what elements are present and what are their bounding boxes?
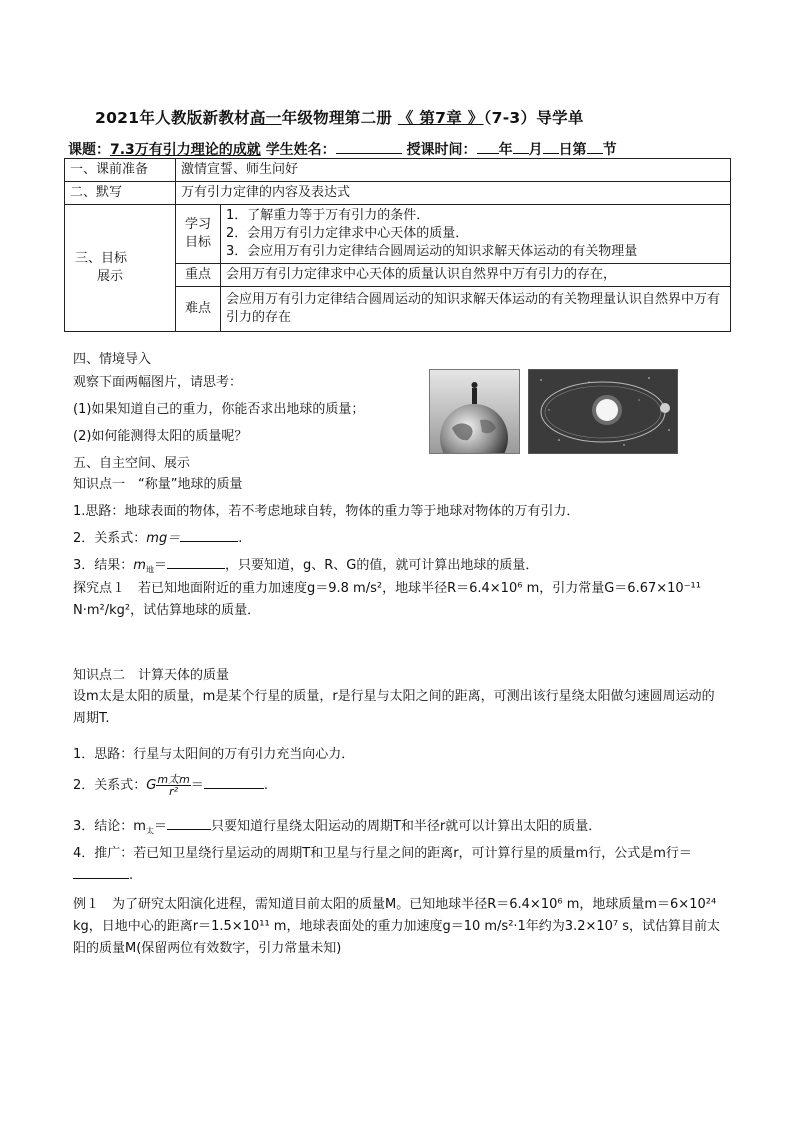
day-label: 日第 [558, 142, 587, 158]
title-part-c: （7-3）导学单 [483, 109, 584, 127]
question: (2)如何能测得太阳的质量呢？ [73, 429, 248, 444]
goal-item: 2．会用万有引力定律求中心天体的质量． [226, 226, 469, 241]
answer-blank[interactable] [180, 529, 238, 542]
row-value: 万有引力定律的内容及表达式 [176, 182, 731, 205]
title-grade: 高一 [249, 109, 282, 127]
paragraph: 观察下面两幅图片，请思考： [73, 375, 243, 390]
period-label: 节 [602, 142, 617, 158]
extension-text: 4．推广：若已知卫星绕行星运动的周期T和卫星与行星之间的距离r，可计算行星的质量m行，公式是m行＝ [73, 846, 692, 861]
result-text: ，只要知道，g、R、G的值，就可计算出地球的质量． [224, 558, 539, 573]
gravitational-constant-symbol: G [146, 778, 157, 793]
mass-subscript: 地 [145, 565, 154, 575]
fraction-denominator: r² [169, 785, 179, 798]
paragraph [73, 815, 601, 837]
title-part-b: 年级物理第二册 [281, 109, 393, 127]
class-time-label: 授课时间： [406, 142, 477, 158]
topic-value: 7.3万有引力理论的成就 [110, 142, 261, 158]
goal-item: 3．会应用万有引力定律结合圆周运动的知识求解天体运动的有关物理量 [226, 244, 638, 259]
section-heading: 四、情境导入 [73, 352, 152, 367]
paragraph: 1.思路：地球表面的物体，若不考虑地球自转，物体的重力等于地球对物体的万有引力． [73, 504, 580, 519]
goals-label-line1: 三、目标 [75, 251, 128, 266]
row-label: 二、默写 [65, 182, 176, 205]
row-value: 激情宣誓、师生问好 [176, 159, 731, 182]
student-name-label: 学生姓名： [265, 142, 336, 158]
answer-blank[interactable] [73, 866, 129, 879]
relation-label: 2．关系式： [73, 531, 147, 546]
paragraph: 2．关系式：G $\frac{\text{m太m}}{\text{r²}}$ ＝ . [73, 773, 268, 798]
formula-fraction [156, 774, 190, 797]
question: (1)如果知道自己的重力，你能否求出地球的质量； [73, 402, 365, 417]
answer-blank[interactable] [167, 817, 211, 830]
learning-goals-label-line2: 目标 [184, 235, 211, 250]
answer-blank[interactable] [167, 556, 225, 569]
relation-label: 2．关系式： [73, 778, 147, 793]
equals-sign: ＝ [153, 558, 167, 573]
table-row [65, 182, 731, 205]
example-problem: 例１ 为了研究太阳演化进程，需知道目前太阳的质量M。已知地球半径R＝6.4×10⁶ m，地球质量m＝6×10²⁴ kg，日地中心的距离r＝1.5×10¹¹ m，地球表面处的重力加速度g＝10 m/s²·1年约为3.2×10⁷ s，试估算目前太阳的质量M(保留两位有效数字，引力常量未知) [73, 897, 721, 956]
knowledge-point-title: 知识点一 “称量”地球的质量 [73, 477, 243, 492]
paragraph: 设m太是太阳的质量，m是某个行星的质量，r是行星与太阳之间的距离，可测出该行星绕太阳做匀速圆周运动的周期T. [73, 689, 715, 726]
table-row [65, 205, 731, 264]
mass-symbol: m [133, 558, 146, 573]
table-row [65, 159, 731, 182]
probe-question: 探究点１ 若已知地面附近的重力加速度g＝9.8 m/s²，地球半径R＝6.4×10⁶ m，引力常量G＝6.67×10⁻¹¹ N·m²/kg²，试估算地球的质量． [73, 581, 701, 618]
year-label: 年 [498, 142, 513, 158]
key-point-value: 会用万有引力定律求中心天体的质量认识自然界中万有引力的存在， [221, 264, 731, 287]
conclusion-label: 3．结论：m [73, 819, 146, 834]
month-label: 月 [528, 142, 543, 158]
relation-expression: mg＝ [146, 531, 181, 546]
result-label: 3．结果： [73, 558, 134, 573]
goals-label-line2: 展示 [97, 269, 124, 284]
month-blank[interactable] [513, 141, 529, 154]
title-chapter: 《 第7章 》 [397, 109, 484, 127]
paragraph: 4．推广：若已知卫星绕行星运动的周期T和卫星与行星之间的距离r，可计算行星的质量m行，公式是m行＝. [73, 846, 692, 883]
learning-goals-list [221, 205, 731, 264]
title-part-a: 2021年人教版新教材 [95, 109, 250, 127]
paragraph: 1．思路：行星与太阳间的万有引力充当向心力． [73, 747, 355, 762]
man-on-globe-image [429, 369, 520, 454]
knowledge-point-title: 知识点二 计算天体的质量 [73, 668, 230, 683]
key-point-label: 重点 [176, 264, 221, 287]
goals-section-label [65, 205, 176, 332]
student-name-blank[interactable] [336, 141, 402, 154]
answer-blank[interactable] [204, 776, 264, 789]
period-blank[interactable] [587, 141, 603, 154]
mass-subscript: 太 [145, 826, 154, 836]
learning-goals-label [176, 205, 221, 264]
row-label: 一、课前准备 [65, 159, 176, 182]
difficulty-value: 会应用万有引力定律结合圆周运动的知识求解天体运动的有关物理量认识自然界中万有引力的存在 [221, 287, 731, 332]
page-title [95, 106, 584, 128]
topic-label: 课题： [68, 142, 110, 158]
equals-sign: ＝ [190, 778, 204, 793]
goal-item: 1．了解重力等于万有引力的条件． [226, 208, 430, 223]
lesson-info-line [68, 139, 617, 159]
sun-earth-orbit-image [528, 369, 678, 454]
equals-sign: ＝ [153, 819, 167, 834]
section-heading: 五、自主空间、展示 [73, 456, 191, 471]
difficulty-label: 难点 [176, 287, 221, 332]
conclusion-text: 只要知道行星绕太阳运动的周期T和半径r就可以计算出太阳的质量． [210, 819, 602, 834]
learning-goals-label-line1: 学习 [184, 217, 211, 232]
day-blank[interactable] [543, 141, 559, 154]
fraction-numerator: m太m [157, 773, 190, 786]
paragraph [73, 554, 538, 576]
paragraph: 2．关系式：mg＝ . [73, 531, 243, 546]
year-blank[interactable] [477, 141, 499, 154]
lesson-plan-table [64, 158, 731, 332]
